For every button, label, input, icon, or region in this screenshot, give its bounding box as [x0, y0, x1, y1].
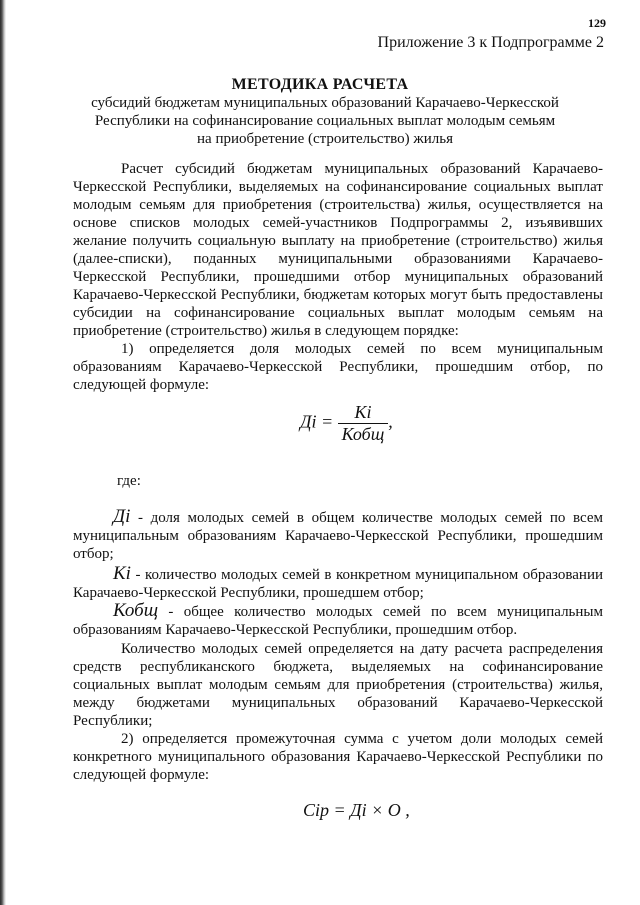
step-2-paragraph: 2) определяется промежуточная сумма с учетом доли молодых семей конкретного муниципального образования Карачаево-Черкесской Республики по следующей формуле: — [73, 731, 603, 783]
count-note-paragraph: Количество молодых семей определяется на дату расчета распределения средств республиканского бюджета, выделяемых на софинансирование социальных выплат молодым семьям для приобретения (строительства) жилья, между бюджетами муниципальных образований Карачаево-Черкесской Республики; — [73, 641, 603, 729]
definition-text: - количество молодых семей в конкретном муниципальном образовании Карачаево-Черкесской Республики, прошедшем отбор; — [73, 567, 603, 601]
formula-share-numerator: Ki — [338, 402, 389, 424]
definition-text: - доля молодых семей в общем количестве молодых семей по всем муниципальным образованиям Карачаево-Черкесской Республики, прошедшим отбор; — [73, 510, 603, 562]
definition-symbol: Кобщ — [113, 600, 159, 621]
definition-symbol: Дi — [113, 506, 131, 527]
formula-share-tail: , — [388, 411, 393, 432]
definition-item — [73, 602, 603, 639]
step-1-paragraph: 1) определяется доля молодых семей по всем муниципальным образованиям Карачаево-Черкесской Республики, прошедшим отбор, по следующей формуле: — [73, 341, 603, 393]
formula-share-lhs: Дi = — [300, 411, 334, 432]
scan-edge — [0, 0, 6, 905]
appendix-label: Приложение 3 к Подпрограмме 2 — [377, 34, 604, 51]
definition-item — [73, 508, 603, 563]
page-number: 129 — [588, 16, 606, 30]
definition-symbol: Ki — [113, 563, 131, 584]
where-label: где: — [117, 473, 141, 489]
document-subtitle: субсидий бюджетам муниципальных образований Карачаево-Черкесской Республики на софинансирование социальных выплат молодым семьям на приобретение (строительство) жилья — [91, 95, 559, 147]
formula-share-denominator: Кобщ — [341, 424, 385, 444]
definition-item — [73, 565, 603, 602]
formula-share-fraction — [338, 402, 389, 445]
intro-paragraph: Расчет субсидий бюджетам муниципальных образований Карачаево-Черкесской Республики, выделяемых на софинансирование социальных выплат молодым семьям для приобретения (строительства) жилья, осуществляется на основе списков молодых семей-участников Подпрограммы 2, изъявивших желание получить социальную выплату на приобретение (строительство) жилья (далее-списки), поданных муниципальными образованиями Карачаево-Черкесской Республики, прошедшими отбор муниципальных образований Карачаево-Черкесской Республики, бюджетам которых могут быть предоставлены субсидии на софинансирование социальных выплат молодым семьям на приобретение (строительство) жилья в следующем порядке: — [73, 161, 603, 339]
document-title: МЕТОДИКА РАСЧЕТА — [231, 76, 409, 93]
formula-share — [300, 402, 393, 445]
formula-intermediate-sum: Сip = Дi × O , — [303, 800, 410, 820]
definition-text: - общее количество молодых семей по всем муниципальным образованиям Карачаево-Черкесской Республики, прошедшим отбор. — [73, 604, 603, 638]
